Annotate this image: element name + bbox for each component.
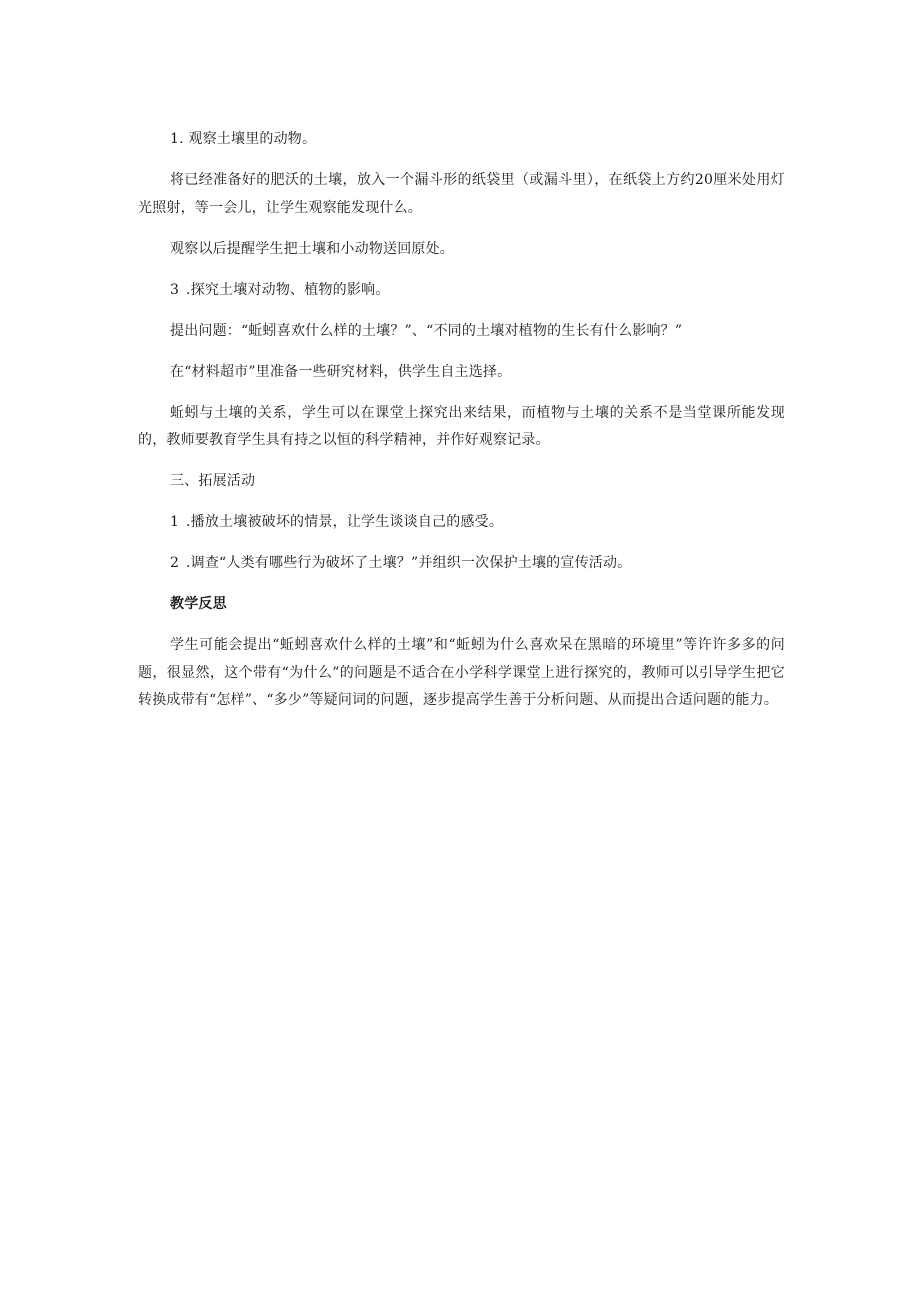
item-text: .探究土壤对动物、植物的影响。 xyxy=(186,281,390,298)
item-number: 2 xyxy=(170,555,180,571)
section-heading-reflection: 教学反思 xyxy=(170,596,227,612)
paragraph-reflection: 学生可能会提出“蚯蚓喜欢什么样的土壤”和“蚯蚓为什么喜欢呆在黑暗的环境里”等许许多多的问题，很显然，这个带有“为什么”的问题是不适合在小学科学课堂上进行探究的，教师可以引导学生把它转换成带有“怎样”、“多少”等疑问词的问题，逐步提高学生善于分析问题、从而提出合适问题的能力。 xyxy=(138,637,785,708)
document-body xyxy=(138,126,785,728)
section-heading-extension: 三、拓展活动 xyxy=(170,473,256,489)
paragraph-relationship: 蚯蚓与土壤的关系，学生可以在课堂上探究出来结果，而植物与土壤的关系不是当堂课所能发现的，教师要教育学生具有持之以恒的科学精神，并作好观察记录。 xyxy=(138,404,785,448)
item-text: .调查“人类有哪些行为破坏了土壤？”并组织一次保护土壤的宣传活动。 xyxy=(186,555,632,571)
numbered-item-survey xyxy=(138,550,785,578)
paragraph-procedure: 将已经准备好的肥沃的土壤，放入一个漏斗形的纸袋里（或漏斗里），在纸袋上方约20厘米处用灯光照射，等一会儿，让学生观察能发现什么。 xyxy=(138,172,785,216)
paragraph-materials: 在“材料超市”里准备一些研究材料，供学生自主选择。 xyxy=(170,363,512,380)
section-item-observe-animals: 1. 观察土壤里的动物。 xyxy=(170,131,317,147)
numbered-item-play-scene xyxy=(138,509,785,537)
paragraph-reminder: 观察以后提醒学生把土壤和小动物送回原处。 xyxy=(170,240,454,257)
item-number: 3 xyxy=(170,281,180,298)
item-number: 1 xyxy=(170,514,180,530)
paragraph-questions: 提出问题：“蚯蚓喜欢什么样的土壤？”、“不同的土壤对植物的生长有什么影响？” xyxy=(170,322,683,339)
item-text: .播放土壤被破坏的情景，让学生谈谈自己的感受。 xyxy=(186,514,504,530)
numbered-item-explore xyxy=(138,277,785,305)
